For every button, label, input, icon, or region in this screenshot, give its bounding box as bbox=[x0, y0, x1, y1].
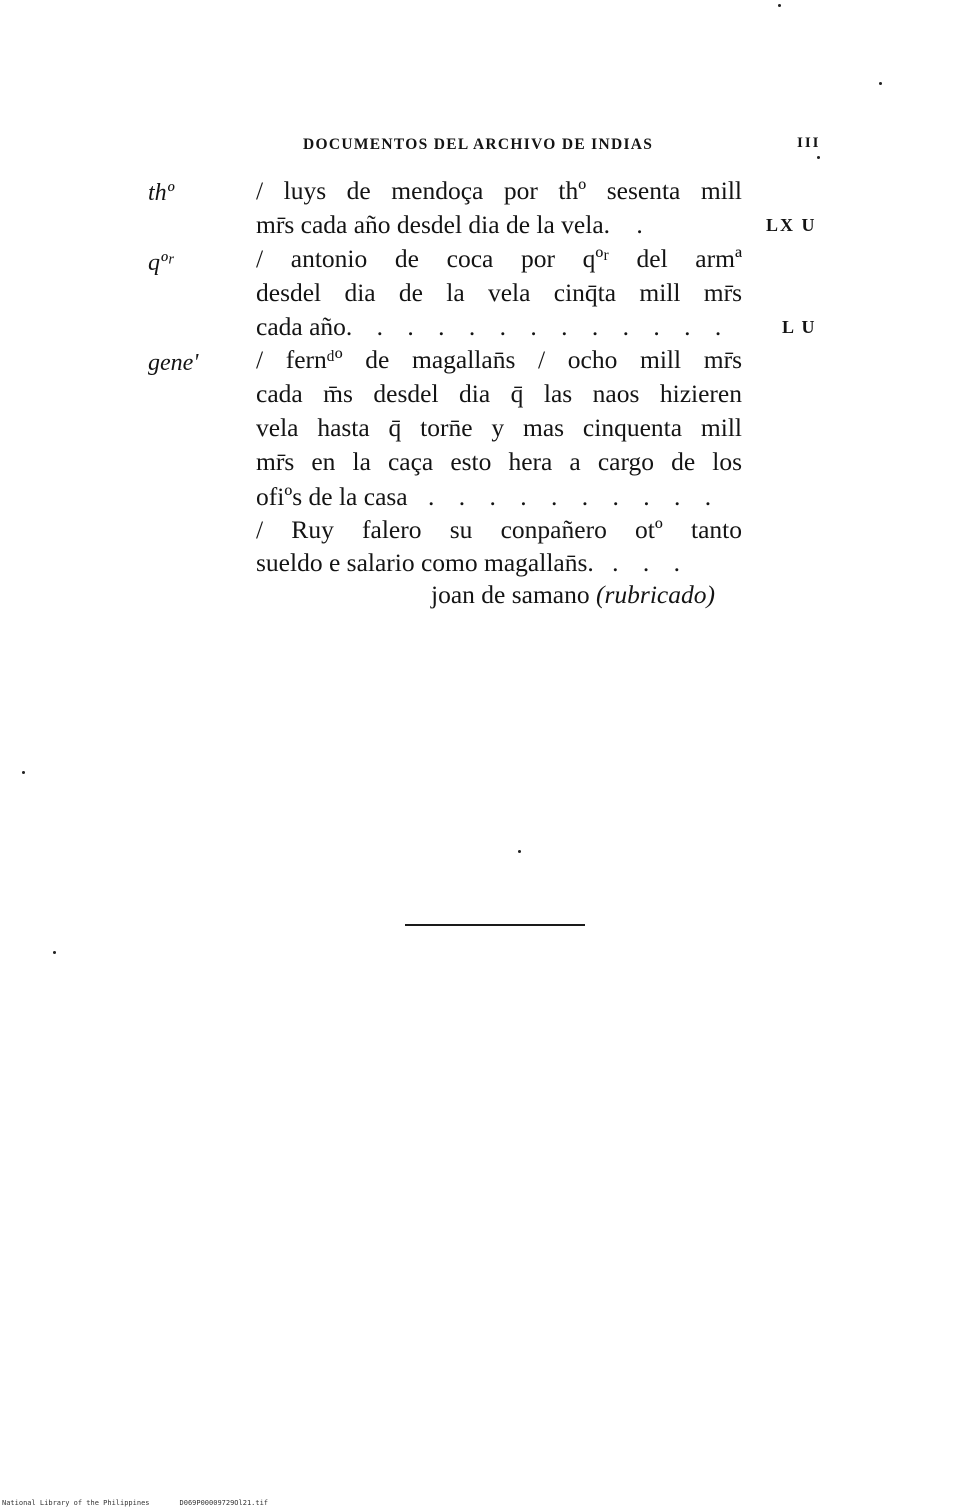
scan-speck bbox=[879, 82, 882, 85]
entry-antonio-line-1: / antonio de coca por qºʳ del armª bbox=[256, 244, 742, 273]
amount-l-u: L U bbox=[782, 317, 817, 337]
leader-dots: . . . . . . . . . . . . . bbox=[345, 312, 731, 341]
scan-speck bbox=[53, 951, 56, 954]
margin-note-qor: qºʳ bbox=[148, 250, 173, 276]
scan-footer bbox=[2, 1499, 268, 1507]
running-title: DOCUMENTOS DEL ARCHIVO DE INDIAS bbox=[303, 136, 654, 153]
entry-ruy-line-2-text: sueldo e salario como magallan̄s. bbox=[256, 548, 594, 577]
entry-antonio-line-2: desdel dia de la vela cinq̄ta mill mr̄s bbox=[256, 278, 742, 307]
page-number: III bbox=[797, 135, 821, 151]
amount-lx-u: LX U bbox=[766, 215, 817, 235]
entry-fernando-line-1: / fernᵈº de magallan̄s / ocho mill mr̄s bbox=[256, 345, 742, 374]
scan-footer-source: National Library of the Philippines bbox=[2, 1499, 150, 1507]
entry-fernando-line-4: mr̄s en la caça esto hera a cargo de los bbox=[256, 447, 742, 476]
signature-name: joan de samano bbox=[431, 580, 590, 609]
entry-fernando-line-3: vela hasta q̄ torn̄e y mas cinquenta mill bbox=[256, 413, 742, 442]
signature-line bbox=[431, 580, 715, 610]
end-rule-divider bbox=[405, 924, 585, 926]
leader-dots: . . . bbox=[612, 548, 690, 577]
leader-dots: . . . . . . . . . . bbox=[428, 482, 721, 511]
entry-antonio-line-3-text: cada año bbox=[256, 312, 346, 341]
entry-antonio-line-3 bbox=[256, 314, 730, 340]
entry-fernando-line-5-text: ofiºs de la casa bbox=[256, 482, 408, 511]
entry-fernando-line-2: cada m̄s desdel dia q̄ las naos hizieren bbox=[256, 379, 742, 408]
leader-dots: . bbox=[636, 210, 652, 239]
scan-speck bbox=[518, 850, 521, 853]
entry-luys-line-2 bbox=[256, 212, 652, 238]
entry-ruy-line-2 bbox=[256, 550, 689, 576]
scan-speck bbox=[778, 4, 781, 7]
scan-speck bbox=[817, 156, 820, 159]
entry-fernando-line-5 bbox=[256, 484, 720, 510]
signature-rubric-note: (rubricado) bbox=[596, 580, 715, 609]
entry-luys-line-1: / luys de mendoça por thº sesenta mill bbox=[256, 176, 742, 205]
scan-footer-filename: D069P00009729Ol21.tif bbox=[179, 1499, 269, 1507]
entry-luys-line-2-text: mr̄s cada año desdel dia de la vela. bbox=[256, 210, 611, 239]
entry-ruy-line-1: / Ruy falero su conpañero otº tanto bbox=[256, 515, 742, 544]
margin-note-gene: gene' bbox=[148, 350, 199, 376]
margin-note-thº: thº bbox=[148, 180, 175, 206]
scan-speck bbox=[22, 771, 25, 774]
